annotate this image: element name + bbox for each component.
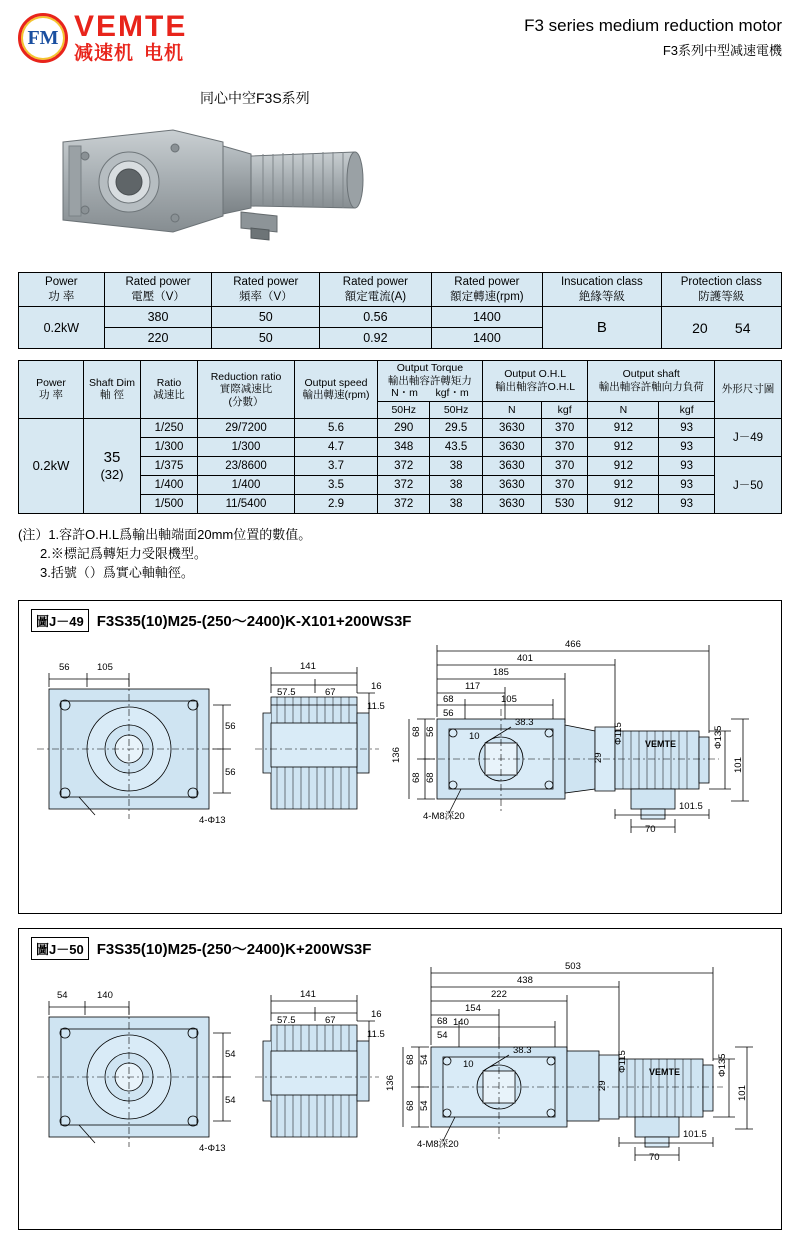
- dim-101: 101: [733, 757, 744, 773]
- cell-ohl-n: 3630: [482, 418, 541, 437]
- dim-56: 56: [443, 708, 454, 719]
- cell-ratio: 1/250: [141, 418, 198, 437]
- th-reduction-ratio: Reduction ratio 實際减速比 (分數）: [198, 361, 295, 419]
- table-row: [19, 418, 782, 437]
- dim-v68b: 68: [405, 1100, 416, 1111]
- cell-reduction: 23/8600: [198, 456, 295, 475]
- cell-shaft-dim: 35 (32): [84, 418, 141, 513]
- dim-10: 10: [463, 1059, 474, 1070]
- dim-side-top: 141: [300, 989, 316, 1000]
- dim-101-5: 101.5: [679, 801, 703, 812]
- dim-front-h1: 56: [225, 721, 236, 732]
- cell-nm: 372: [378, 475, 430, 494]
- dim-70: 70: [645, 824, 656, 835]
- dim-29: 29: [597, 1080, 608, 1091]
- cell-speed: 3.5: [295, 475, 378, 494]
- product-photo: [55, 120, 385, 250]
- th-frequency: Rated power 頻率（V）: [212, 273, 320, 307]
- dim-v54b: 54: [419, 1100, 430, 1111]
- cell-speed-2: 1400: [431, 328, 542, 349]
- dim-105: 105: [501, 694, 517, 705]
- dim-101-5: 101.5: [683, 1129, 707, 1140]
- dim-side-d: 11.5: [367, 1029, 385, 1040]
- figure-drawing-j50: [19, 955, 781, 1232]
- cell-freq-2: 50: [212, 328, 320, 349]
- cell-ohl-n: 3630: [482, 437, 541, 456]
- dim-front-h2: 56: [225, 767, 236, 778]
- th-ohl: Output O.H.L 輸出軸容許O.H.L: [482, 361, 588, 402]
- dim-side-b: 67: [325, 687, 336, 698]
- th-power: Power 功 率: [19, 361, 84, 419]
- dim-shaft: 38.3: [515, 717, 534, 728]
- th-sub-n: N: [482, 401, 541, 418]
- cell-ax-kgf: 93: [659, 494, 715, 513]
- th-shaft-dim: Shaft Dim 軸 徑: [84, 361, 141, 419]
- th-torque-kgfm: kgf・m: [435, 387, 469, 400]
- cell-ax-kgf: 93: [659, 475, 715, 494]
- brand-name-cn: [74, 44, 187, 65]
- th-output-shaft: Output shaft 輸出軸容許軸向力負荷: [588, 361, 715, 402]
- cell-kgfm: 38: [430, 456, 482, 475]
- th-torque-nm: N・m: [391, 387, 418, 400]
- th-sub-kgf: kgf: [541, 401, 588, 418]
- cell-nm: 372: [378, 494, 430, 513]
- cell-reduction: 29/7200: [198, 418, 295, 437]
- cell-ohl-n: 3630: [482, 475, 541, 494]
- dim-side-a: 57.5: [277, 687, 296, 698]
- cell-ax-n: 912: [588, 475, 659, 494]
- th-power: Power 功 率: [19, 273, 105, 307]
- th-ratio: Ratio 减速比: [141, 361, 198, 419]
- dim-29: 29: [593, 752, 604, 763]
- cell-speed: 3.7: [295, 456, 378, 475]
- cell-ratio: 1/500: [141, 494, 198, 513]
- protection-a: 20: [692, 319, 708, 336]
- dim-70: 70: [649, 1152, 660, 1163]
- dim-front-hole: 4-Φ13: [199, 1143, 226, 1154]
- cell-ax-n: 912: [588, 418, 659, 437]
- dim-side-a: 57.5: [277, 1015, 296, 1026]
- page-title-en: F3 series medium reduction motor: [524, 16, 782, 35]
- cell-reduction: 1/300: [198, 437, 295, 456]
- note-1: (注）1.容許O.H.L爲輸出軸端面20mm位置的數值。: [18, 527, 312, 542]
- cell-speed-1: 1400: [431, 307, 542, 328]
- dim-v68b: 68: [411, 772, 422, 783]
- figure-title: F3S35(10)M25-(250～2400)K+200WS3F: [96, 941, 372, 958]
- th-current: Rated power 額定電流(A): [320, 273, 431, 307]
- cell-protection: [661, 307, 781, 349]
- series-subtitle: 同心中空F3S系列: [200, 90, 310, 106]
- cell-power: 0.2kW: [19, 307, 105, 349]
- cell-voltage-2: 220: [104, 328, 212, 349]
- dim-phi115: Φ115: [617, 1050, 628, 1073]
- brand-cn-1: 减速机: [74, 43, 135, 64]
- dim-side-b: 67: [325, 1015, 336, 1026]
- table-header-row: [19, 273, 782, 307]
- cell-reduction: 1/400: [198, 475, 295, 494]
- logo-text: [74, 12, 187, 65]
- notes-block: [18, 526, 311, 583]
- dim-front-w1: 54: [57, 990, 68, 1001]
- dim-140: 140: [453, 1017, 469, 1028]
- dim-101: 101: [737, 1085, 748, 1101]
- dim-front-w2: 105: [97, 662, 113, 673]
- cell-insulation: B: [543, 307, 662, 349]
- cell-ohl-kgf: 370: [541, 437, 588, 456]
- cell-reduction: 11/5400: [198, 494, 295, 513]
- logo-mark-icon: [18, 13, 68, 63]
- dim-front-h2: 54: [225, 1095, 236, 1106]
- figure-panel-j50: [18, 928, 782, 1230]
- dim-shaft: 38.3: [513, 1045, 532, 1056]
- dim-total-401: 401: [517, 653, 533, 664]
- figure-title: F3S35(10)M25-(250～2400)K-X101+200WS3F: [96, 613, 412, 630]
- dim-54: 54: [437, 1030, 448, 1041]
- dim-front-h1: 54: [225, 1049, 236, 1060]
- dim-222: 222: [491, 989, 507, 1000]
- cell-ohl-n: 3630: [482, 456, 541, 475]
- cell-kgfm: 43.5: [430, 437, 482, 456]
- page-header: [0, 8, 800, 88]
- th-sub-50hz-b: 50Hz: [430, 401, 482, 418]
- cell-speed: 2.9: [295, 494, 378, 513]
- cell-nm: 372: [378, 456, 430, 475]
- logo: [18, 12, 187, 65]
- cell-power: 0.2kW: [19, 418, 84, 513]
- cell-nm: 290: [378, 418, 430, 437]
- dim-bolt: 4-M8深20: [423, 811, 465, 822]
- cell-kgfm: 29.5: [430, 418, 482, 437]
- cell-freq-1: 50: [212, 307, 320, 328]
- table-row: [19, 307, 782, 328]
- cell-ohl-kgf: 370: [541, 456, 588, 475]
- spec-table-electrical: [18, 272, 782, 349]
- cell-nm: 348: [378, 437, 430, 456]
- dim-side-top: 141: [300, 661, 316, 672]
- th-voltage: Rated power 電壓（V）: [104, 273, 212, 307]
- cell-voltage-1: 380: [104, 307, 212, 328]
- cell-ohl-n: 3630: [482, 494, 541, 513]
- note-2: 2.※標記爲轉矩力受限機型。: [40, 545, 207, 561]
- th-output-torque: Output Torque 輸出軸容許轉矩力 N・m kgf・m: [378, 361, 483, 402]
- dim-68: 68: [443, 694, 454, 705]
- dim-total-466: 466: [565, 639, 581, 650]
- th-speed: Rated power 額定轉速(rpm): [431, 273, 542, 307]
- dim-v68c: 68: [425, 772, 436, 783]
- dim-154: 154: [465, 1003, 481, 1014]
- dim-phi135: Φ135: [717, 1053, 728, 1077]
- cell-ax-n: 912: [588, 456, 659, 475]
- cell-speed: 5.6: [295, 418, 378, 437]
- cell-ax-kgf: 93: [659, 456, 715, 475]
- figure-tag: 圖J－50: [31, 937, 89, 960]
- dim-68: 68: [437, 1016, 448, 1027]
- cell-ohl-kgf: 370: [541, 475, 588, 494]
- th-protection: Protection class 防護等級: [661, 273, 781, 307]
- spec-table-mechanical: [18, 360, 782, 514]
- dim-front-w1: 56: [59, 662, 70, 673]
- dim-total-438: 438: [517, 975, 533, 986]
- cell-current-2: 0.92: [320, 328, 431, 349]
- figure-drawing-j49: [19, 627, 781, 916]
- logo-initials: FM: [27, 26, 59, 49]
- cell-ax-kgf: 93: [659, 437, 715, 456]
- cell-kgfm: 38: [430, 494, 482, 513]
- cell-current-1: 0.56: [320, 307, 431, 328]
- th-outline-figure: 外形尺寸圖: [715, 361, 782, 419]
- cell-fig-ref-1: J－49: [715, 418, 782, 456]
- th-sub-kgf2: kgf: [659, 401, 715, 418]
- cell-ax-n: 912: [588, 437, 659, 456]
- cell-fig-ref-2: J－50: [715, 456, 782, 513]
- dim-front-hole: 4-Φ13: [199, 815, 226, 826]
- cell-kgfm: 38: [430, 475, 482, 494]
- cell-ohl-kgf: 530: [541, 494, 588, 513]
- figure-panel-j49: [18, 600, 782, 914]
- cell-ratio: 1/375: [141, 456, 198, 475]
- brand-name: VEMTE: [74, 10, 188, 43]
- dim-185: 185: [493, 667, 509, 678]
- cell-ratio: 1/300: [141, 437, 198, 456]
- protection-b: 54: [734, 319, 751, 336]
- motor-brand-label: VEMTE: [645, 739, 677, 749]
- dim-117: 117: [465, 681, 481, 692]
- dim-v68a: 68: [411, 726, 422, 737]
- table-header-row: [19, 361, 782, 402]
- th-sub-n2: N: [588, 401, 659, 418]
- dim-phi115: Φ115: [613, 722, 624, 745]
- dim-136: 136: [391, 747, 402, 763]
- cell-ax-n: 912: [588, 494, 659, 513]
- th-output-speed: Output speed 輸出轉速(rpm): [295, 361, 378, 419]
- dim-side-c: 16: [371, 681, 382, 692]
- dim-v56a: 56: [425, 726, 436, 737]
- dim-v68a: 68: [405, 1054, 416, 1065]
- note-3: 3.括號（）爲實心軸軸徑。: [40, 564, 194, 580]
- dim-side-d: 11.5: [367, 701, 385, 712]
- brand-cn-2: 电机: [144, 43, 185, 64]
- dim-side-c: 16: [371, 1009, 382, 1020]
- dim-v54a: 54: [419, 1054, 430, 1065]
- dim-front-w2: 140: [97, 990, 113, 1001]
- cell-speed: 4.7: [295, 437, 378, 456]
- cell-ohl-kgf: 370: [541, 418, 588, 437]
- page-title-cn: F3系列中型减速電機: [662, 43, 782, 58]
- cell-ratio: 1/400: [141, 475, 198, 494]
- figure-tag: 圖J－49: [31, 609, 89, 632]
- cell-ax-kgf: 93: [659, 418, 715, 437]
- th-insulation: Insucation class 絶緣等級: [543, 273, 662, 307]
- th-sub-50hz-a: 50Hz: [378, 401, 430, 418]
- dim-total-503: 503: [565, 961, 581, 972]
- dim-bolt: 4-M8深20: [417, 1139, 459, 1150]
- dim-10: 10: [469, 731, 480, 742]
- motor-brand-label: VEMTE: [649, 1067, 681, 1077]
- dim-136: 136: [385, 1075, 396, 1091]
- dim-phi135: Φ135: [713, 725, 724, 749]
